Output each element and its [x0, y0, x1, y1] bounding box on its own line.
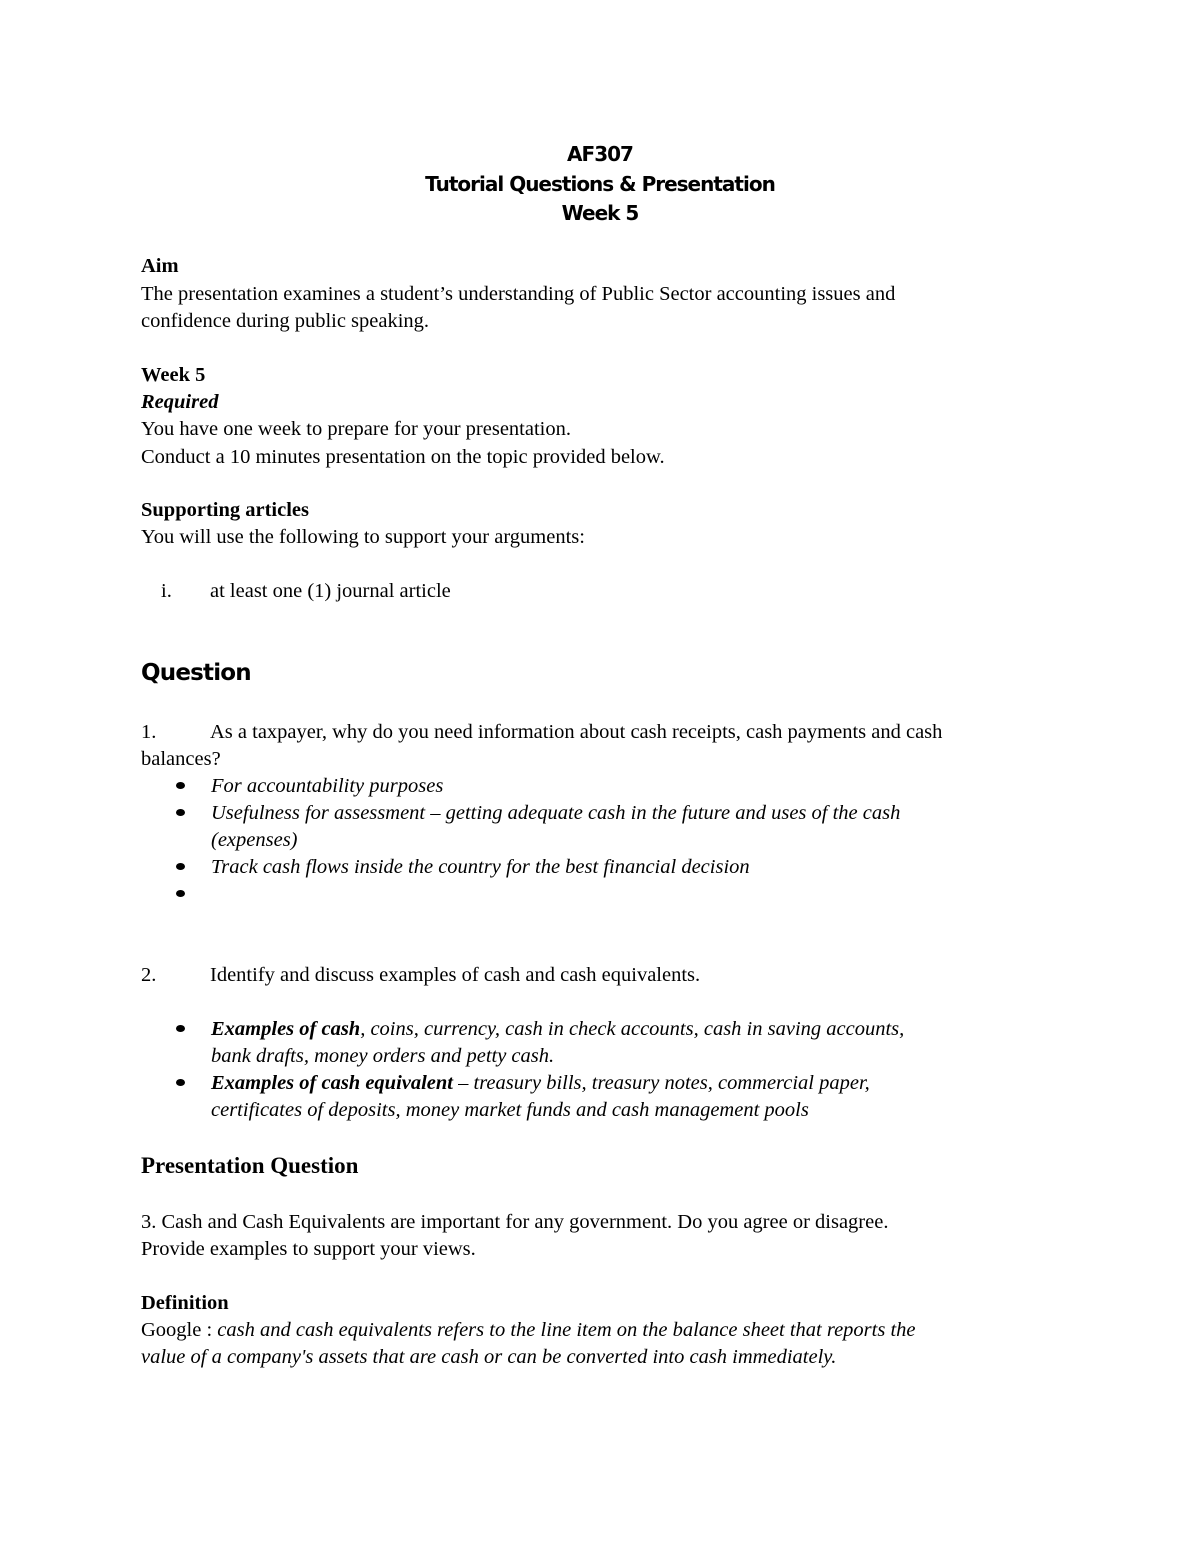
definition-text: cash and cash equivalents refers to the line item on the balance sheet that reports the — [217, 1319, 916, 1341]
q2-equivalent-text: – treasury bills, treasury notes, commercial paper, — [453, 1072, 870, 1094]
bullet-icon — [176, 890, 185, 897]
q1-answer-2: Usefulness for assessment – getting adequate cash in the future and uses of the cash — [211, 802, 901, 824]
bullet-icon — [176, 809, 185, 816]
q2-equivalent-label: Examples of cash equivalent — [211, 1072, 454, 1094]
q1-answer-2-cont: (expenses) — [211, 829, 298, 851]
presentation-heading: Presentation Question — [141, 1153, 359, 1178]
aim-text-line2: confidence during public speaking. — [141, 310, 430, 332]
q2-answer-cash — [211, 1016, 1071, 1043]
question-heading: Question — [141, 660, 251, 686]
supporting-item: at least one (1) journal article — [210, 580, 451, 602]
week-title: Week 5 — [561, 201, 639, 225]
q1-answer-1: For accountability purposes — [211, 775, 444, 797]
q2-number: 2. — [141, 964, 157, 986]
q2-cash-label: Examples of cash — [211, 1018, 361, 1040]
aim-text-line1: The presentation examines a student’s understanding of Public Sector accounting issues and — [141, 283, 896, 305]
definition-source: Google : — [141, 1319, 218, 1341]
week-heading: Week 5 — [141, 364, 206, 386]
definition-line1 — [141, 1317, 1071, 1344]
definition-heading: Definition — [141, 1292, 229, 1314]
q1-text-line1: As a taxpayer, why do you need information about cash receipts, cash payments and cash — [210, 721, 943, 743]
bullet-icon — [176, 782, 185, 789]
q1-text-line2: balances? — [141, 748, 221, 770]
supporting-heading: Supporting articles — [141, 499, 309, 521]
required-label: Required — [141, 391, 219, 413]
q2-text: Identify and discuss examples of cash and cash equivalents. — [210, 964, 701, 986]
q1-number: 1. — [141, 721, 157, 743]
document-subtitle: Tutorial Questions & Presentation — [425, 172, 775, 196]
course-code: AF307 — [567, 142, 633, 166]
week-text-line1: You have one week to prepare for your presentation. — [141, 418, 571, 440]
supporting-intro: You will use the following to support your arguments: — [141, 526, 585, 548]
q2-cash-text: , coins, currency, cash in check accounts, cash in saving accounts, — [360, 1018, 905, 1040]
q2-answer-equivalent-cont: certificates of deposits, money market funds and cash management pools — [211, 1099, 809, 1121]
presentation-text-line2: Provide examples to support your views. — [141, 1238, 476, 1260]
list-numeral: i. — [161, 580, 172, 602]
bullet-icon — [176, 1025, 185, 1032]
presentation-text-line1: 3. Cash and Cash Equivalents are important for any government. Do you agree or disagree. — [141, 1211, 889, 1233]
bullet-icon — [176, 863, 185, 870]
q2-answer-cash-cont: bank drafts, money orders and petty cash. — [211, 1045, 555, 1067]
bullet-icon — [176, 1079, 185, 1086]
q2-answer-equivalent — [211, 1070, 1071, 1097]
q1-answer-3: Track cash flows inside the country for the best financial decision — [211, 856, 750, 878]
definition-line2: value of a company's assets that are cash or can be converted into cash immediately. — [141, 1346, 837, 1368]
aim-heading: Aim — [141, 255, 179, 277]
week-text-line2: Conduct a 10 minutes presentation on the topic provided below. — [141, 446, 665, 468]
